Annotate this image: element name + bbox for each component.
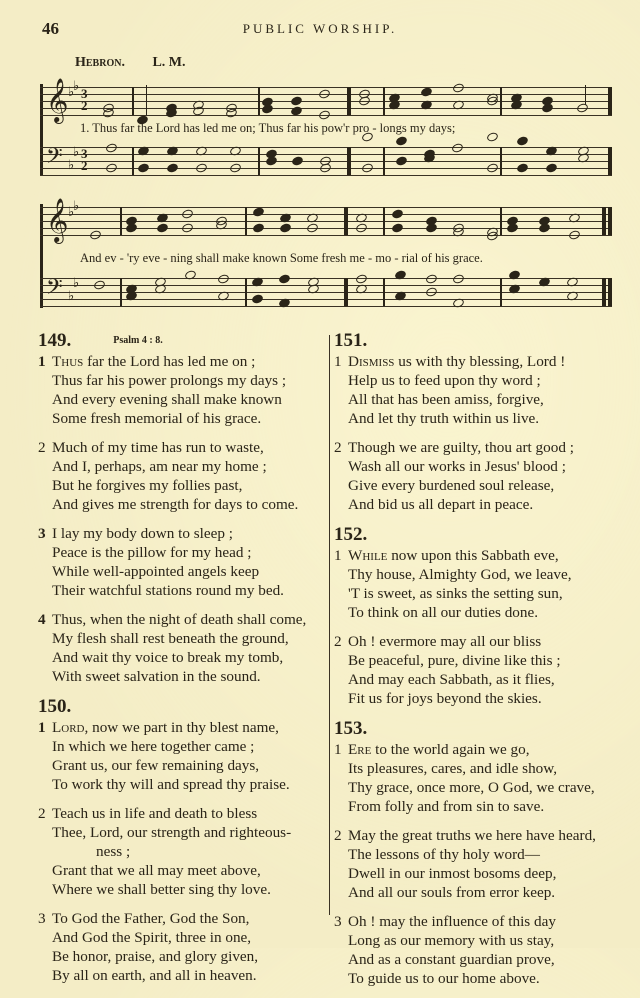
flat-icon: ♭ bbox=[73, 79, 80, 94]
bass-clef-icon: 𝄢 bbox=[46, 144, 63, 174]
stanza-2: 2 Though we are guilty, thou art good ; Wash all our works in Jesus' blood ; Give every burdened soul release, And bid us all depart in peace. bbox=[334, 439, 574, 513]
treble-staff bbox=[40, 78, 612, 122]
hymn-151 bbox=[334, 330, 634, 514]
hymn-number: 150. bbox=[38, 696, 72, 717]
column-divider bbox=[329, 335, 330, 915]
treble-clef-icon: 𝄞 bbox=[46, 198, 69, 242]
bass-clef-icon: 𝄢 bbox=[46, 275, 63, 305]
stanza-3: 3 To God the Father, God the Son, And God the Spirit, three in one, Be honor, praise, and glory given, By all on earth, and all in heaven. bbox=[38, 910, 259, 984]
stanza-4: 4 Thus, when the night of death shall come, My flesh shall rest beneath the ground, And wait thy voice to break my tomb, With sweet salvation in the sound. bbox=[38, 611, 307, 685]
tune-meter: L. M. bbox=[152, 55, 186, 70]
treble-staff bbox=[40, 198, 612, 242]
time-signature: 3 2 bbox=[81, 146, 88, 173]
stanza-2: 2 May the great truths we here have heard, The lessons of thy holy word— Dwell in our inmost bosoms deep, And all our souls from error keep. bbox=[334, 827, 596, 901]
flat-icon: ♭ bbox=[73, 145, 80, 160]
stanza-1: 1 Dismiss us with thy blessing, Lord ! Help us to feed upon thy word ; All that has been amiss, forgive, And let thy truth within us live. bbox=[334, 353, 566, 427]
hymn-152 bbox=[334, 524, 634, 708]
stanza-2: 2 Much of my time has run to waste, And I, perhaps, am near my home ; But he forgives my follies past, And gives me strength for days to come. bbox=[38, 439, 299, 513]
right-column bbox=[334, 330, 634, 998]
left-column bbox=[38, 330, 326, 995]
lyrics-line-1: 1. Thus far the Lord has led me on; Thus far his pow'r pro - longs my days; bbox=[80, 121, 456, 135]
page-number: 46 bbox=[42, 19, 59, 38]
stanza-3: 3 I lay my body down to sleep ; Peace is the pillow for my head ; While well-appointed angels keep Their watchful stations round my bed. bbox=[38, 525, 284, 599]
music-system-1 bbox=[40, 78, 612, 178]
flat-icon: ♭ bbox=[68, 205, 75, 220]
flat-icon: ♭ bbox=[73, 276, 80, 291]
flat-icon: ♭ bbox=[68, 289, 75, 304]
stanza-3: 3 Oh ! may the influence of this day Long as our memory with us stay, And as a constant guardian prove, To guide us to our home above. bbox=[334, 913, 556, 987]
flat-icon: ♭ bbox=[73, 199, 80, 214]
treble-clef-icon: 𝄞 bbox=[46, 78, 69, 122]
stanza-1: 1 Thus far the Lord has led me on ; Thus far his power prolongs my days ; And every evening shall make known Some fresh memorial of his grace. bbox=[38, 353, 287, 427]
tune-title bbox=[75, 55, 186, 71]
stanza-1: 1 While now upon this Sabbath eve, Thy house, Almighty God, we leave, 'T is sweet, as sinks the setting sun, To think on all our duties done. bbox=[334, 547, 572, 621]
bass-staff bbox=[40, 275, 612, 306]
music-system-2 bbox=[40, 198, 612, 310]
stanza-2: 2 Teach us in life and death to bless Thee, Lord, our strength and righteous- ness ; Grant that we all may meet above, Where we shall better sing thy love. bbox=[38, 805, 292, 898]
hymn-number: 153. bbox=[334, 718, 368, 739]
hymn-150 bbox=[38, 696, 326, 985]
bass-staff bbox=[40, 144, 612, 175]
stanza-1: 1 Ere to the world again we go, Its pleasures, cares, and idle show, Thy grace, once more, O God, we crave, From folly and from sin to save. bbox=[334, 741, 595, 815]
stanza-1: 1 Lord, now we part in thy blest name, In which we here together came ; Grant us, our few remaining days, To work thy will and spread thy praise. bbox=[38, 719, 290, 793]
hymn-149 bbox=[38, 330, 326, 686]
time-signature: 3 2 bbox=[81, 86, 88, 113]
hymn-number: 151. bbox=[334, 330, 368, 351]
hymn-number: 149. Psalm 4 : 8. bbox=[38, 330, 163, 351]
stanza-2: 2 Oh ! evermore may all our bliss Be peaceful, pure, divine like this ; And may each Sabbath, as it flies, Fit us for joys beyond the skies. bbox=[334, 633, 561, 707]
running-title: PUBLIC WORSHIP. bbox=[242, 21, 398, 36]
scripture-reference: Psalm 4 : 8. bbox=[113, 335, 163, 346]
lyrics-line-2: And ev - 'ry eve - ning shall make known Some fresh me - mo - rial of his grace. bbox=[80, 251, 483, 265]
running-head bbox=[0, 19, 640, 41]
flat-icon: ♭ bbox=[68, 158, 75, 173]
hymn-number: 152. bbox=[334, 524, 368, 545]
tune-name: Hebron. bbox=[75, 55, 125, 70]
flat-icon: ♭ bbox=[68, 85, 75, 100]
